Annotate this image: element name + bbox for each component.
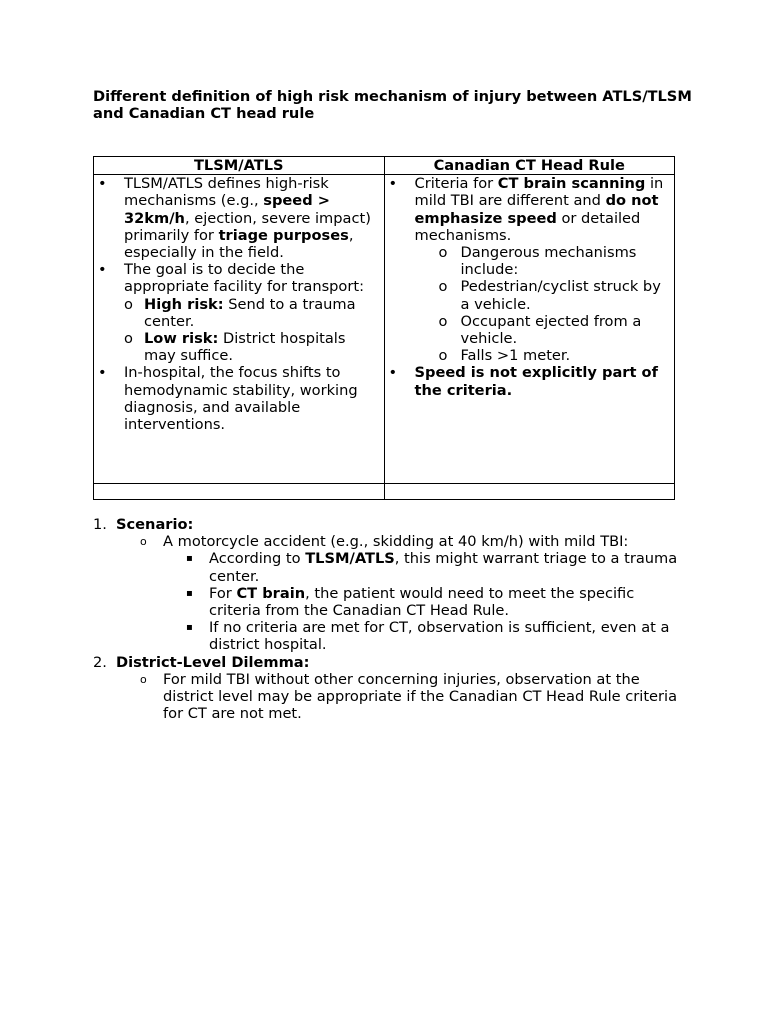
canadian-bullet-list	[389, 175, 671, 399]
list-item	[389, 175, 671, 364]
canadian-ct-cell	[384, 175, 675, 484]
sub-sub-list-item	[93, 585, 683, 619]
sub-list-item	[389, 313, 671, 347]
sub-list-item	[389, 347, 671, 364]
sub-list	[93, 533, 683, 653]
text-run: For	[209, 584, 237, 602]
text-run: Send to a trauma center.	[144, 295, 356, 330]
bold-run: do not emphasize speed	[414, 192, 659, 227]
text-run: Occupant ejected from a vehicle.	[460, 312, 642, 348]
sub-sub-list-item	[93, 619, 683, 653]
bold-run: CT brain	[236, 584, 306, 602]
sub-list	[93, 671, 683, 723]
sub-sub-list-item	[93, 550, 683, 584]
bold-run: Low risk:	[144, 330, 219, 348]
table-empty-row	[94, 484, 675, 500]
sub-list-item	[93, 671, 683, 723]
circle-bullet-icon: o	[140, 535, 147, 549]
text-run: , especially in the field.	[124, 226, 354, 262]
item-number: 1.	[93, 516, 107, 533]
empty-cell	[94, 484, 385, 500]
comparison-table	[93, 156, 675, 500]
circle-bullet-icon: o	[438, 278, 448, 296]
square-bullet-icon: ▪	[186, 622, 193, 634]
section-heading: Scenario:	[116, 516, 194, 533]
tlsm-bullet-list	[98, 175, 380, 433]
list-item	[98, 261, 380, 364]
text-run: For mild TBI without other concerning injuries, observation at the district level may be appropriate if the Canadian CT Head Rule criteria for CT are not met.	[163, 670, 678, 723]
sub-sub-list	[93, 550, 683, 653]
table-header-row	[94, 157, 675, 175]
text-run: According to	[209, 550, 306, 568]
text-run: in mild TBI are different and	[414, 175, 664, 210]
square-bullet-icon: ▪	[186, 553, 193, 565]
bullet-icon: •	[98, 175, 107, 193]
sub-list-item	[98, 330, 380, 364]
text-run: , ejection, severe impact) primarily for	[124, 209, 371, 244]
circle-bullet-icon: o	[124, 295, 133, 313]
list-item	[389, 364, 671, 398]
numbered-item	[93, 516, 683, 654]
table-row	[94, 175, 675, 484]
text-run: Dangerous mechanisms include:	[460, 244, 637, 279]
text-run: TLSM/ATLS defines high-risk mechanisms (e.g.,	[124, 175, 329, 210]
text-run: District hospitals may suffice.	[144, 330, 346, 365]
column-header-canadian-ct: Canadian CT Head Rule	[384, 157, 675, 175]
square-bullet-icon: ▪	[186, 587, 193, 599]
text-run: If no criteria are met for CT, observation is sufficient, even at a district hospital.	[209, 619, 670, 654]
circle-bullet-icon: o	[124, 330, 133, 348]
bold-run: CT brain scanning	[497, 175, 646, 193]
bold-run: High risk:	[144, 295, 224, 313]
page-title: Different definition of high risk mechanism of injury between ATLS/TLSM and Canadian CT head rule	[93, 88, 692, 123]
text-run: The goal is to decide the appropriate facility for transport:	[124, 261, 364, 296]
text-run: Falls >1 meter.	[460, 347, 571, 365]
empty-cell	[384, 484, 675, 500]
bold-run: speed > 32km/h	[124, 192, 330, 227]
bullet-icon: •	[388, 364, 398, 382]
sub-list-item	[98, 296, 380, 330]
text-run: A motorcycle accident (e.g., skidding at 40 km/h) with mild TBI:	[163, 533, 629, 551]
text-run: In-hospital, the focus shifts to hemodynamic stability, working diagnosis, and available interventions.	[124, 364, 358, 434]
bold-run: triage purposes	[218, 226, 349, 244]
bullet-icon: •	[98, 261, 107, 279]
circle-bullet-icon: o	[438, 347, 448, 365]
bold-run: Speed is not explicitly part of the criteria.	[414, 364, 658, 399]
circle-bullet-icon: o	[140, 672, 147, 686]
item-number: 2.	[93, 653, 107, 671]
sub-list-item	[389, 244, 671, 278]
section-heading: District-Level Dilemma:	[116, 653, 310, 671]
circle-bullet-icon: o	[438, 312, 448, 330]
sub-list	[98, 296, 380, 365]
text-run: , this might warrant triage to a trauma center.	[209, 550, 678, 585]
sub-list	[389, 244, 671, 364]
tlsm-atls-cell	[94, 175, 385, 484]
numbered-list	[93, 516, 683, 722]
text-run: Pedestrian/cyclist struck by a vehicle.	[460, 278, 661, 313]
circle-bullet-icon: o	[438, 244, 448, 262]
numbered-item	[93, 654, 683, 723]
bullet-icon: •	[98, 364, 107, 382]
list-item	[98, 175, 380, 261]
bullet-icon: •	[388, 175, 398, 193]
sub-list-item	[93, 533, 683, 653]
bold-run: TLSM/ATLS	[305, 550, 395, 568]
scenario-sections	[93, 516, 683, 722]
column-header-tlsm-atls: TLSM/ATLS	[94, 157, 385, 175]
text-run: Criteria for	[414, 175, 498, 193]
text-run: , the patient would need to meet the specific criteria from the Canadian CT Head Rule.	[209, 584, 635, 620]
sub-list-item	[389, 278, 671, 312]
list-item	[98, 364, 380, 433]
text-run: or detailed mechanisms.	[414, 209, 641, 244]
